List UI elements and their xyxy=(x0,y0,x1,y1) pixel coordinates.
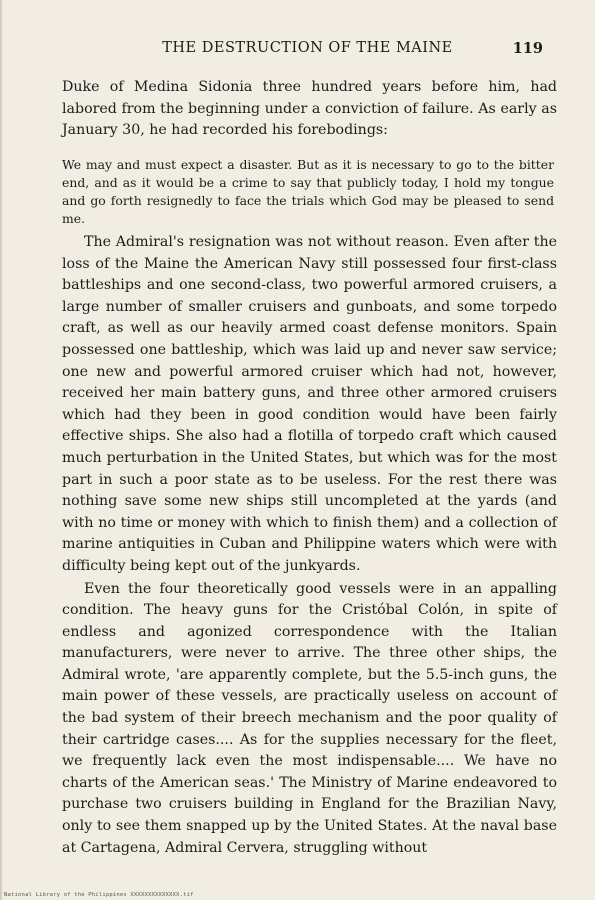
opening-paragraph: Duke of Medina Sidonia three hundred years before him, had labored from the beginning under a conviction of failure. As early as January 30, he had recorded his forebodings: xyxy=(62,79,557,139)
page-header xyxy=(60,40,555,64)
page-number: 119 xyxy=(512,40,543,57)
scan-stamp: National Library of the Philippines XXXXXXXXXXXXXX.tif xyxy=(4,892,194,898)
block-quote xyxy=(62,156,554,228)
body-text xyxy=(62,232,557,859)
opening-paragraph-block xyxy=(62,77,557,142)
paragraph-2: Even the four theoretically good vessels were in an appalling condition. The heavy guns for the Cristóbal Colón, in spite of endless and agonized correspondence with the Italian manufacturers, were never to arrive. The three other ships, the Admiral wrote, 'are apparently complete, but the 5.5-inch guns, the main power of these vessels, are practically useless on account of the bad system of their breech mechanism and the poor quality of their cartridge cases.... As for the supplies necessary for the fleet, we frequently lack even the most indispensable.... We have no charts of the American seas.' The Ministry of Marine endeavored to purchase two cruisers building in England for the Brazilian Navy, only to see them snapped up by the United States. At the naval base at Cartagena, Admiral Cervera, struggling without xyxy=(62,580,557,856)
quote-text: We may and must expect a disaster. But as it is necessary to go to the bitter end, and as it would be a crime to say that publicly today, I hold my tongue and go forth resignedly to face the trials which God may be pleased to send me. xyxy=(62,157,554,226)
page-spine-shadow xyxy=(0,0,3,900)
paragraph-1: The Admiral's resignation was not without reason. Even after the loss of the Maine the American Navy still possessed four first-class battleships and one second-class, two powerful armored cruisers, a large number of smaller cruisers and gunboats, and some torpedo craft, as well as our heavily armed coast defense monitors. Spain possessed one battleship, which was laid up and never saw service; one new and powerful armored cruiser which had not, however, received her main battery guns, and three other armored cruisers which had they been in good condition would have been fairly effective ships. She also had a flotilla of torpedo craft which caused much perturbation in the United States, but which was for the most part in such a poor state as to be useless. For the rest there was nothing save some new ships still uncompleted at the yards (and with no time or money with which to finish them) and a collection of marine antiquities in Cuban and Philippine waters which were with difficulty being kept out of the junkyards. xyxy=(62,234,557,574)
running-head: THE DESTRUCTION OF THE MAINE xyxy=(162,40,453,56)
